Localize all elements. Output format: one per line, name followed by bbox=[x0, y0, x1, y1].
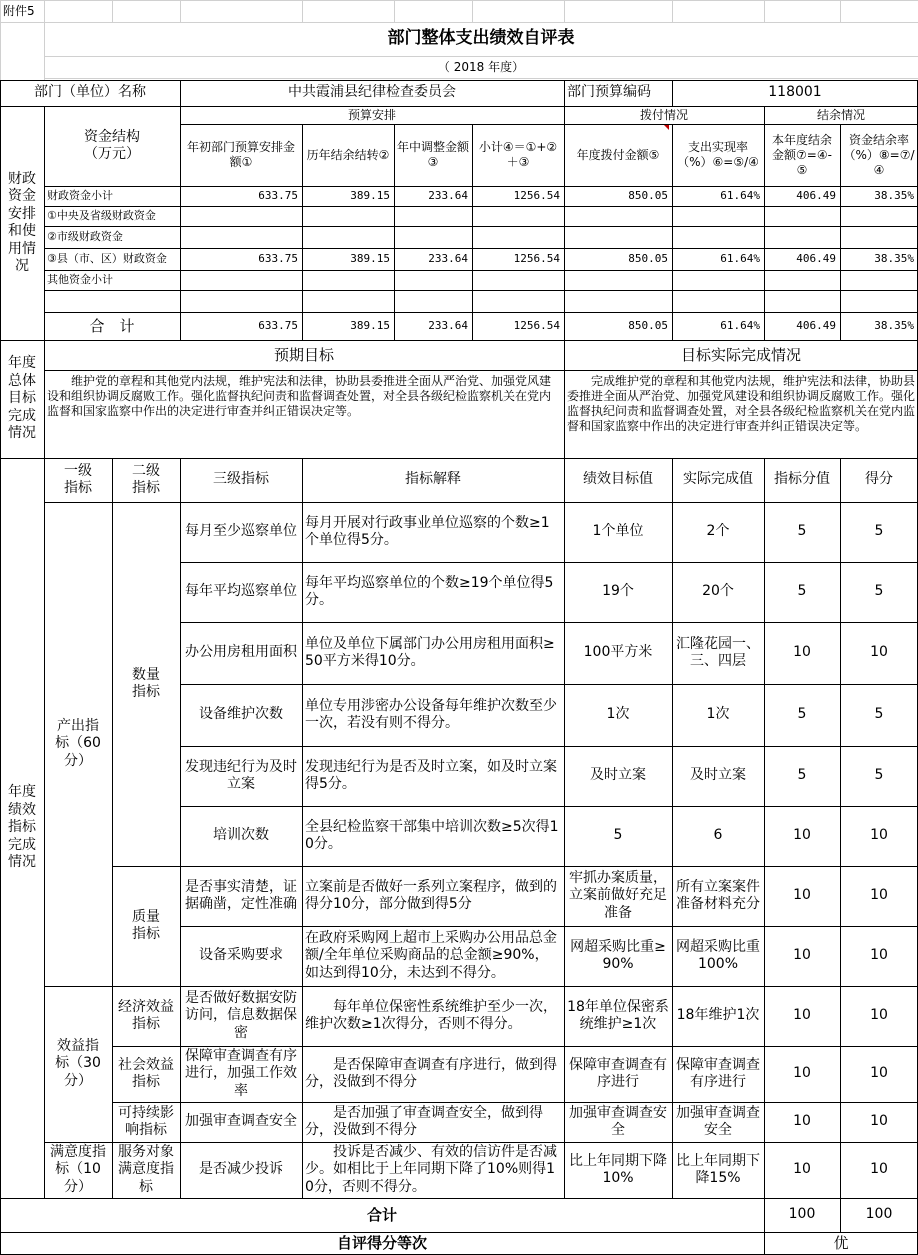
indicator-weight: 5 bbox=[797, 706, 807, 723]
finance-cell bbox=[302, 226, 394, 248]
indicator-description: 立案前是否做好一系列立案程序，做到的得分10分，部分做到得5分 bbox=[305, 878, 557, 912]
indicator-target: 1次 bbox=[606, 706, 630, 723]
indicator-name: 加强审查调查安全 bbox=[185, 1113, 297, 1130]
actual-goal-text: 完成维护党的章程和其他党内法规，维护宪法和法律，协助县委推进全面从严治党、加强党风建设和组织协调反腐败工作。强化监督执纪问责和监督调查处置，对全县各级纪检监察机关在党内监督和国家监察中作出的决定进行审查并纠正错误决定等。 bbox=[567, 374, 916, 433]
expected-goal-text: 维护党的章程和其他党内法规，维护宪法和法律，协助县委推进全面从严治党、加强党风建设和组织协调反腐败工作。强化监督执纪问责和监督调查处置，对全县各级纪检监察机关在党内监督和国家监察中作出的决定进行审查并纠正错误决定等。 bbox=[47, 374, 552, 418]
indicator-name: 每月至少巡察单位 bbox=[185, 523, 297, 540]
finance-cell: 233.64 bbox=[428, 252, 468, 266]
budget-code-label: 部门预算编码 bbox=[567, 84, 651, 101]
finance-total-cell: 389.15 bbox=[350, 319, 390, 333]
performance-total-label: 合计 bbox=[366, 1205, 397, 1224]
indicator-actual: 20个 bbox=[702, 583, 734, 600]
indicator-description: 全县纪检监察干部集中培训次数≥5次得10分。 bbox=[305, 818, 559, 852]
finance-cell: 38.35% bbox=[874, 252, 914, 266]
indicator-weight: 5 bbox=[797, 523, 807, 540]
finance-cell bbox=[672, 270, 764, 290]
finance-cell bbox=[564, 270, 672, 290]
finance-column-header: 历年结余结转② bbox=[306, 147, 390, 162]
indicator-target: 19个 bbox=[602, 583, 634, 600]
finance-total-cell: 38.35% bbox=[874, 319, 914, 333]
performance-column-header: 指标解释 bbox=[405, 471, 461, 488]
indicator-score: 10 bbox=[870, 887, 888, 904]
indicator-target: 牢抓办案质量，立案前做好充足准备 bbox=[569, 869, 667, 921]
finance-cell: 633.75 bbox=[258, 252, 298, 266]
indicator-actual: 所有立案案件准备材料充分 bbox=[676, 878, 760, 912]
finance-cell bbox=[840, 270, 918, 290]
finance-column-header: 年中调整金额③ bbox=[397, 140, 470, 169]
finance-cell bbox=[764, 270, 840, 290]
indicator-target: 1个单位 bbox=[592, 523, 644, 540]
indicator-target: 18年单位保密系统维护≥1次 bbox=[567, 998, 669, 1032]
finance-cell bbox=[180, 226, 302, 248]
budget-code-value: 118001 bbox=[768, 84, 822, 101]
indicator-weight: 5 bbox=[797, 767, 807, 784]
finance-total-cell: 406.49 bbox=[796, 319, 836, 333]
level2-quantity-indicator: 数量指标 bbox=[132, 666, 160, 700]
finance-cell: 389.15 bbox=[350, 189, 390, 203]
indicator-name: 设备采购要求 bbox=[199, 947, 283, 964]
finance-column-header: 支出实现率（%）⑥=⑤/④ bbox=[677, 140, 759, 169]
finance-cell bbox=[564, 226, 672, 248]
finance-section-label: 财政资金安排和使用情况 bbox=[8, 170, 36, 274]
level2-quality-indicator: 质量指标 bbox=[132, 908, 160, 942]
performance-section-label: 年度绩效指标完成情况 bbox=[8, 784, 36, 871]
indicator-score: 10 bbox=[870, 644, 888, 661]
finance-cell bbox=[672, 206, 764, 226]
finance-cell: 406.49 bbox=[796, 189, 836, 203]
finance-cell bbox=[764, 226, 840, 248]
indicator-score: 5 bbox=[874, 523, 884, 540]
payment-group-header: 拨付情况 bbox=[639, 107, 688, 122]
finance-row-label: ②市级财政资金 bbox=[47, 230, 123, 244]
finance-cell bbox=[180, 270, 302, 290]
level2-service-satisfaction: 服务对象满意度指标 bbox=[118, 1143, 174, 1195]
indicator-score: 10 bbox=[870, 1161, 888, 1178]
finance-row-label: ③县（市、区）财政资金 bbox=[47, 252, 167, 266]
fund-structure-header: 资金结构（万元） bbox=[84, 128, 140, 162]
performance-total-score: 100 bbox=[865, 1206, 893, 1223]
finance-cell: 1256.54 bbox=[513, 252, 560, 266]
finance-total-cell: 1256.54 bbox=[513, 319, 560, 333]
performance-column-header: 一级指标 bbox=[64, 462, 92, 496]
balance-group-header: 结余情况 bbox=[816, 107, 865, 122]
budget-group-header: 预算安排 bbox=[347, 107, 396, 122]
indicator-target: 及时立案 bbox=[590, 767, 646, 784]
actual-goal-header: 目标实际完成情况 bbox=[680, 345, 801, 364]
finance-cell bbox=[472, 206, 564, 226]
level2-social-benefit: 社会效益指标 bbox=[118, 1056, 174, 1090]
expected-goal-header: 预期目标 bbox=[273, 345, 334, 364]
indicator-weight: 10 bbox=[793, 887, 811, 904]
indicator-target: 5 bbox=[613, 827, 623, 844]
indicator-score: 10 bbox=[870, 1007, 888, 1024]
indicator-description: 单位专用涉密办公设备每年维护次数至少一次，若没有则不得分。 bbox=[305, 697, 557, 731]
finance-cell: 38.35% bbox=[874, 189, 914, 203]
indicator-weight: 10 bbox=[793, 1065, 811, 1082]
indicator-weight: 10 bbox=[793, 947, 811, 964]
indicator-target: 保障审查调查有序进行 bbox=[569, 1056, 667, 1090]
dept-label: 部门（单位）名称 bbox=[34, 84, 146, 101]
finance-total-cell: 61.64% bbox=[720, 319, 760, 333]
finance-column-header: 资金结余率（%）⑧=⑦/④ bbox=[843, 132, 915, 177]
finance-cell bbox=[394, 270, 472, 290]
indicator-description: 单位及单位下属部门办公用房租用面积≥50平方米得10分。 bbox=[305, 635, 555, 669]
finance-cell: 633.75 bbox=[258, 189, 298, 203]
indicator-actual: 1次 bbox=[706, 706, 730, 723]
indicator-weight: 10 bbox=[793, 827, 811, 844]
grade-label: 自评得分等次 bbox=[336, 1234, 427, 1253]
finance-cell bbox=[394, 226, 472, 248]
performance-column-header: 绩效目标值 bbox=[583, 471, 653, 488]
indicator-target: 加强审查调查安全 bbox=[569, 1104, 667, 1138]
indicator-actual: 加强审查调查安全 bbox=[676, 1104, 760, 1138]
performance-column-header: 指标分值 bbox=[774, 471, 830, 488]
indicator-description: 每月开展对行政事业单位巡察的个数≥1个单位得5分。 bbox=[305, 514, 550, 548]
indicator-actual: 汇隆花园一、三、四层 bbox=[676, 635, 760, 669]
level1-satisfaction-indicator: 满意度指标（10分） bbox=[50, 1143, 106, 1195]
indicator-weight: 5 bbox=[797, 583, 807, 600]
indicator-name: 设备维护次数 bbox=[199, 706, 283, 723]
indicator-weight: 10 bbox=[793, 1161, 811, 1178]
level1-benefit-indicator: 效益指标（30分） bbox=[55, 1037, 101, 1089]
finance-cell: 1256.54 bbox=[513, 189, 560, 203]
finance-cell bbox=[564, 206, 672, 226]
indicator-score: 5 bbox=[874, 583, 884, 600]
indicator-name: 每年平均巡察单位 bbox=[185, 583, 297, 600]
indicator-score: 10 bbox=[870, 1065, 888, 1082]
indicator-actual: 比上年同期下降15% bbox=[676, 1152, 760, 1186]
finance-cell: 850.05 bbox=[628, 252, 668, 266]
finance-cell bbox=[672, 226, 764, 248]
finance-cell bbox=[472, 270, 564, 290]
indicator-weight: 10 bbox=[793, 1113, 811, 1130]
indicator-name: 保障审查调查有序进行，加强工作效率 bbox=[185, 1047, 297, 1099]
finance-cell bbox=[180, 206, 302, 226]
grade-value: 优 bbox=[833, 1234, 849, 1253]
finance-cell bbox=[764, 206, 840, 226]
performance-column-header: 得分 bbox=[865, 471, 893, 488]
indicator-score: 10 bbox=[870, 827, 888, 844]
finance-column-header: 小计④＝①+②＋③ bbox=[478, 140, 558, 169]
indicator-target: 比上年同期下降10% bbox=[569, 1152, 667, 1186]
finance-column-header: 本年度结余金额⑦=④-⑤ bbox=[771, 132, 832, 177]
indicator-description: 每年平均巡察单位的个数≥19个单位得5分。 bbox=[305, 574, 554, 608]
finance-row-label: 其他资金小计 bbox=[47, 273, 113, 287]
finance-cell bbox=[302, 270, 394, 290]
finance-cell bbox=[840, 226, 918, 248]
indicator-description: 投诉是否减少、有效的信访件是否减少。如相比于上年同期下降了10%则得10分，否则不得分。 bbox=[305, 1143, 557, 1195]
year-line: （ 2018 年度） bbox=[437, 59, 525, 74]
indicator-actual: 保障审查调查有序进行 bbox=[676, 1056, 760, 1090]
page-title: 部门整体支出绩效自评表 bbox=[387, 28, 575, 49]
indicator-name: 是否减少投诉 bbox=[199, 1161, 283, 1178]
level2-economic-benefit: 经济效益指标 bbox=[118, 998, 174, 1032]
performance-column-header: 三级指标 bbox=[213, 471, 269, 488]
indicator-description: 发现违纪行为是否及时立案，如及时立案得5分。 bbox=[305, 758, 557, 792]
dept-name: 中共霞浦县纪律检查委员会 bbox=[288, 84, 456, 101]
finance-total-cell: 850.05 bbox=[628, 319, 668, 333]
indicator-name: 培训次数 bbox=[213, 827, 269, 844]
indicator-weight: 10 bbox=[793, 1007, 811, 1024]
indicator-name: 办公用房租用面积 bbox=[185, 644, 297, 661]
finance-cell bbox=[472, 226, 564, 248]
attachment-label: 附件5 bbox=[3, 3, 35, 18]
indicator-score: 10 bbox=[870, 947, 888, 964]
indicator-score: 10 bbox=[870, 1113, 888, 1130]
finance-row-label: ①中央及省级财政资金 bbox=[47, 209, 156, 223]
finance-cell: 233.64 bbox=[428, 189, 468, 203]
finance-cell: 406.49 bbox=[796, 252, 836, 266]
indicator-description: 是否加强了审查调查安全，做到得分，没做到不得分 bbox=[305, 1104, 543, 1138]
finance-cell: 61.64% bbox=[720, 189, 760, 203]
finance-cell bbox=[840, 206, 918, 226]
finance-column-header: 年初部门预算安排金额① bbox=[186, 140, 295, 169]
finance-total-cell: 233.64 bbox=[428, 319, 468, 333]
indicator-description: 是否保障审查调查有序进行，做到得分，没做到不得分 bbox=[305, 1056, 557, 1090]
finance-cell: 389.15 bbox=[350, 252, 390, 266]
indicator-actual: 6 bbox=[713, 827, 723, 844]
finance-total-cell: 633.75 bbox=[258, 319, 298, 333]
finance-column-header: 年度拨付金额⑤ bbox=[576, 147, 660, 162]
level2-sustainable-impact: 可持续影响指标 bbox=[118, 1104, 174, 1138]
indicator-weight: 10 bbox=[793, 644, 811, 661]
indicator-name: 是否事实清楚，证据确凿，定性准确 bbox=[185, 878, 297, 912]
finance-row-label: 财政资金小计 bbox=[47, 189, 113, 203]
finance-cell: 61.64% bbox=[720, 252, 760, 266]
indicator-actual: 及时立案 bbox=[690, 767, 746, 784]
finance-total-label: 合 计 bbox=[89, 316, 135, 335]
finance-cell bbox=[302, 206, 394, 226]
indicator-actual: 18年维护1次 bbox=[676, 1007, 760, 1024]
indicator-name: 是否做好数据安防访问，信息数据保密 bbox=[185, 989, 297, 1041]
performance-total-weight: 100 bbox=[788, 1206, 816, 1223]
finance-cell bbox=[394, 206, 472, 226]
indicator-score: 5 bbox=[874, 767, 884, 784]
goals-section-label: 年度总体目标完成情况 bbox=[8, 355, 36, 442]
performance-column-header: 实际完成值 bbox=[683, 471, 753, 488]
indicator-score: 5 bbox=[874, 706, 884, 723]
indicator-target: 网超采购比重≥90% bbox=[570, 938, 666, 972]
indicator-description: 每年单位保密性系统维护至少一次，维护次数≥1次得分，否则不得分。 bbox=[305, 998, 557, 1032]
indicator-actual: 网超采购比重100% bbox=[676, 938, 760, 972]
indicator-description: 在政府采购网上超市上采购办公用品总金额/全年单位采购商品的总金额≥90%，如达到得10分，未达到不得分。 bbox=[305, 929, 557, 981]
level1-output-indicator: 产出指标（60分） bbox=[55, 717, 101, 769]
indicator-name: 发现违纪行为及时立案 bbox=[185, 758, 297, 792]
performance-column-header: 二级指标 bbox=[132, 462, 160, 496]
indicator-target: 100平方米 bbox=[583, 644, 653, 661]
finance-cell: 850.05 bbox=[628, 189, 668, 203]
indicator-actual: 2个 bbox=[706, 523, 730, 540]
